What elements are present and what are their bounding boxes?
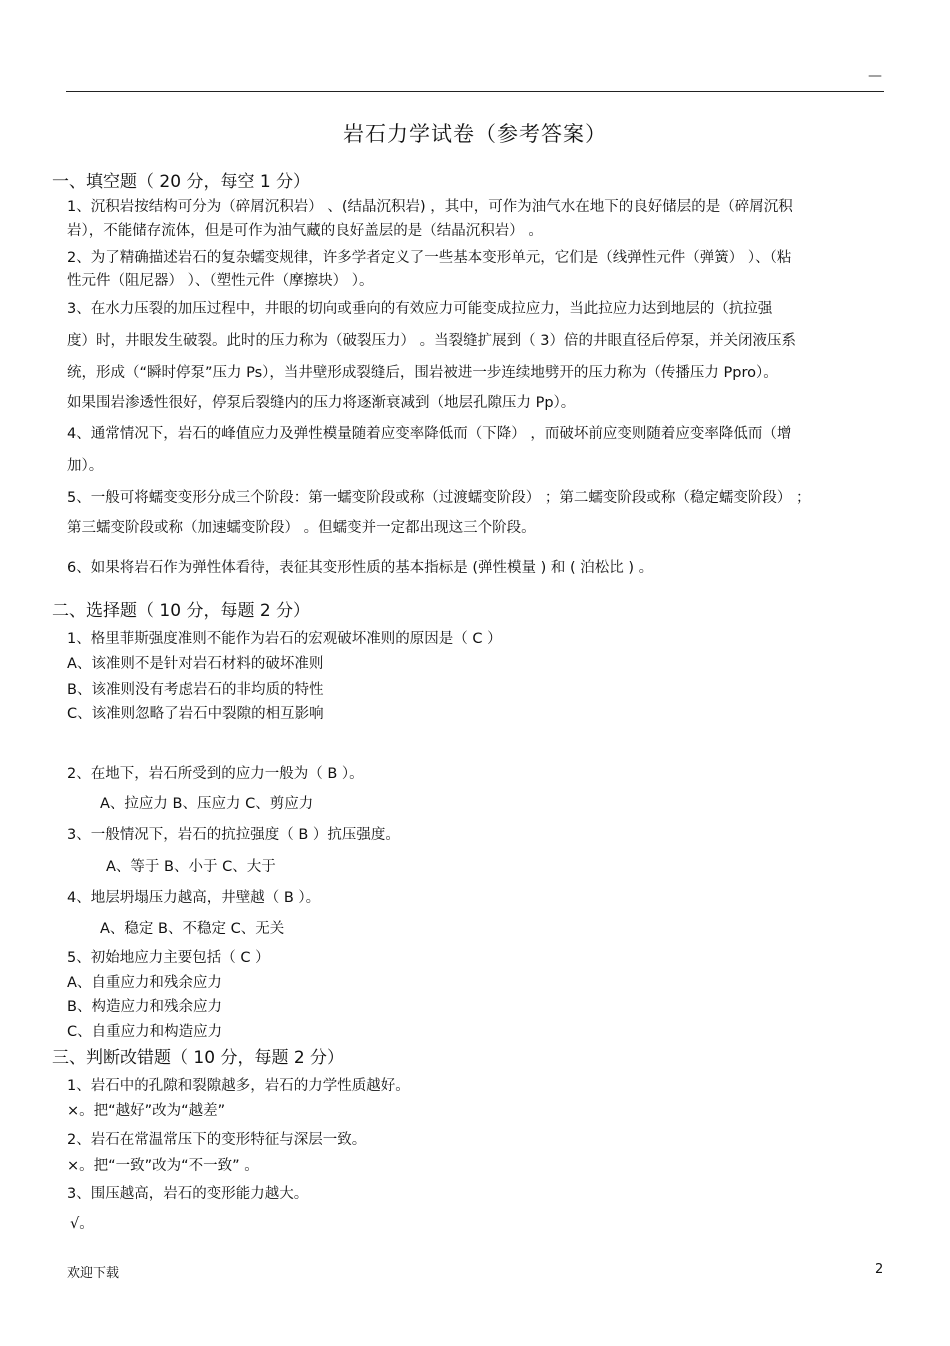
page-number: 2 bbox=[875, 1262, 884, 1277]
answer-text: √。 bbox=[70, 1216, 94, 1232]
section1-line: 3、在水力压裂的加压过程中，井眼的切向或垂向的有效应力可能变成拉应力，当此拉应力达到地层的（抗拉强 bbox=[67, 301, 773, 317]
answer-text: ×。把“一致”改为“不一致” 。 bbox=[67, 1158, 259, 1174]
header-mark: — bbox=[868, 68, 882, 84]
choice-options-row: A、稳定 B、不稳定 C、无关 bbox=[100, 921, 285, 937]
section1-line: 统，形成（“瞬时停泵”压力 Ps），当井壁形成裂缝后，围岩被进一步连续地劈开的压力称为（传播压力 Ppro）。 bbox=[67, 365, 778, 381]
section-heading-multiple-choice: 二、选择题（ 10 分，每题 2 分） bbox=[52, 601, 311, 621]
choice-options-row: A、等于 B、小于 C、大于 bbox=[106, 859, 276, 875]
section1-line: 如果围岩渗透性很好，停泵后裂缝内的压力将逐渐衰减到（地层孔隙压力 Pp）。 bbox=[67, 395, 576, 411]
choice-option: C、自重应力和构造应力 bbox=[67, 1024, 223, 1040]
answer-text: ×。把“越好”改为“越差” bbox=[67, 1103, 226, 1119]
section1-line: 5、一般可将蠕变变形分成三个阶段：第一蠕变阶段或称（过渡蠕变阶段） ；第二蠕变阶段或称（稳定蠕变阶段） ； bbox=[67, 490, 811, 506]
question-text: 3、一般情况下，岩石的抗拉强度（ B ）抗压强度。 bbox=[67, 827, 400, 843]
section1-line: 4、通常情况下，岩石的峰值应力及弹性模量随着应变率降低而（下降） ，而破坏前应变则随着应变率降低而（增 bbox=[67, 426, 792, 442]
question-text: 5、初始地应力主要包括（ C ） bbox=[67, 950, 270, 966]
section1-line: 度）时，井眼发生破裂。此时的压力称为（破裂压力） 。当裂缝扩展到（ 3）倍的井眼直径后停泵，并关闭液压系 bbox=[67, 333, 796, 349]
statement-text: 1、岩石中的孔隙和裂隙越多，岩石的力学性质越好。 bbox=[67, 1078, 410, 1094]
section1-line: 第三蠕变阶段或称（加速蠕变阶段） 。但蠕变并一定都出现这三个阶段。 bbox=[67, 520, 536, 536]
section1-line: 2、为了精确描述岩石的复杂蠕变规律，许多学者定义了一些基本变形单元，它们是（线弹性元件（弹簧） ）、（粘 bbox=[67, 250, 792, 266]
section-heading-true-false: 三、判断改错题（ 10 分，每题 2 分） bbox=[52, 1048, 345, 1068]
choice-option: A、该准则不是针对岩石材料的破坏准则 bbox=[67, 656, 324, 672]
choice-option: B、构造应力和残余应力 bbox=[67, 999, 222, 1015]
section1-line: 岩），不能储存流体，但是可作为油气藏的良好盖层的是（结晶沉积岩） 。 bbox=[67, 223, 543, 239]
question-text: 1、格里菲斯强度准则不能作为岩石的宏观破坏准则的原因是（ C ） bbox=[67, 631, 502, 647]
section-heading-fill-blank: 一、填空题（ 20 分，每空 1 分） bbox=[52, 172, 311, 192]
choice-option: B、该准则没有考虑岩石的非均质的特性 bbox=[67, 682, 324, 698]
choice-options-row: A、拉应力 B、压应力 C、剪应力 bbox=[100, 796, 314, 812]
question-text: 4、地层坍塌压力越高，井壁越（ B ）。 bbox=[67, 890, 321, 906]
section1-line: 6、如果将岩石作为弹性体看待，表征其变形性质的基本指标是 (弹性模量 ) 和 ( 泊松比 ) 。 bbox=[67, 560, 654, 576]
statement-text: 2、岩石在常温常压下的变形特征与深层一致。 bbox=[67, 1132, 367, 1148]
section1-line: 加）。 bbox=[67, 458, 104, 474]
footer-text: 欢迎下载 bbox=[67, 1266, 120, 1281]
section1-line: 性元件（阻尼器） ）、（塑性元件（摩擦块） ）。 bbox=[67, 273, 374, 289]
section1-line: 1、沉积岩按结构可分为（碎屑沉积岩） 、(结晶沉积岩) ，其中，可作为油气水在地下的良好储层的是（碎屑沉积 bbox=[67, 199, 793, 215]
choice-option: A、自重应力和残余应力 bbox=[67, 975, 222, 991]
page-title: 岩石力学试卷（参考答案） bbox=[343, 122, 607, 146]
choice-option: C、该准则忽略了岩石中裂隙的相互影响 bbox=[67, 706, 324, 722]
question-text: 2、在地下，岩石所受到的应力一般为（ B ）。 bbox=[67, 766, 364, 782]
header-rule bbox=[66, 91, 884, 92]
statement-text: 3、围压越高，岩石的变形能力越大。 bbox=[67, 1186, 309, 1202]
